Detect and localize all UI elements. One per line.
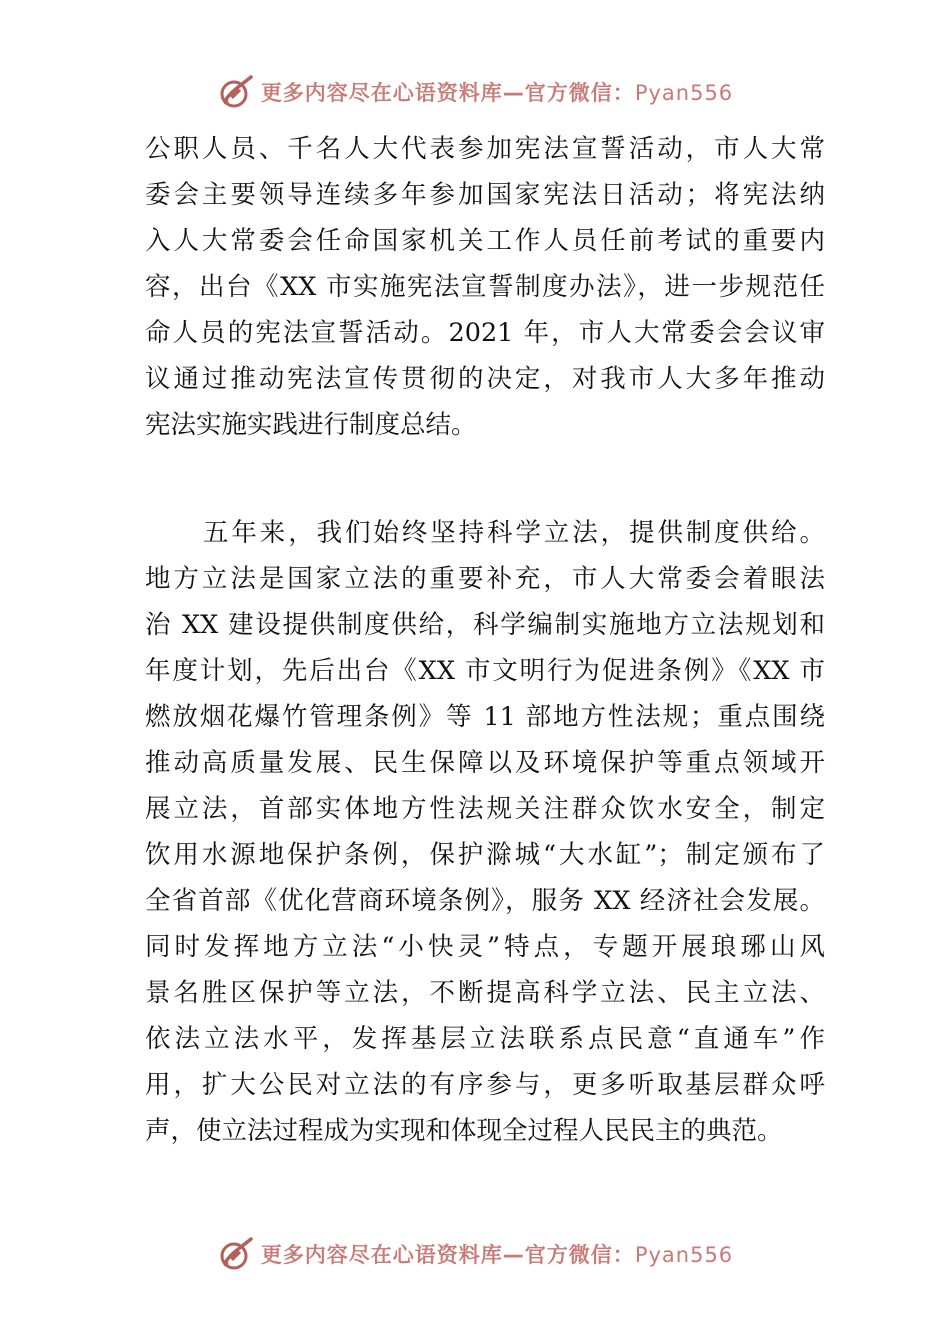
text-line: 推动高质量发展、民生保障以及环境保护等重点领域开 (145, 748, 825, 778)
brush-logo-icon (217, 73, 255, 111)
paragraph-1 (145, 126, 825, 448)
paragraph-2 (145, 510, 825, 1154)
text-line: 燃放烟花爆竹管理条例》等 11 部地方性法规；重点围绕 (145, 702, 825, 732)
wechat-id: Pyan556 (634, 81, 734, 105)
text-line: 用，扩大公民对立法的有序参与，更多听取基层群众呼 (145, 1070, 825, 1100)
text-line: 声，使立法过程成为实现和体现全过程人民民主的典范。 (145, 1116, 783, 1146)
text-line: 治 XX 建设提供制度供给，科学编制实施地方立法规划和 (145, 610, 825, 640)
text-line: 命人员的宪法宣誓活动。2021 年，市人大常委会会议审 (145, 318, 825, 348)
text-line: 全省首部《优化营商环境条例》，服务 XX 经济社会发展。 (145, 886, 825, 916)
header-banner (0, 70, 950, 114)
text-line: 景名胜区保护等立法，不断提高科学立法、民主立法、 (145, 978, 825, 1008)
text-line: 公职人员、千名人大代表参加宪法宣誓活动，市人大常 (145, 134, 825, 164)
banner-text: 更多内容尽在心语资料库—官方微信：Pyan556 (260, 1243, 734, 1267)
text-line: 议通过推动宪法宣传贯彻的决定，对我市人大多年推动 (145, 364, 825, 394)
text-line: 饮用水源地保护条例，保护滁城“大水缸”；制定颁布了 (145, 840, 825, 870)
text-line: 委会主要领导连续多年参加国家宪法日活动；将宪法纳 (145, 180, 825, 210)
text-line: 同时发挥地方立法“小快灵”特点，专题开展琅琊山风 (145, 932, 825, 962)
text-line: 五年来，我们始终坚持科学立法，提供制度供给。 (203, 518, 825, 548)
text-line: 依法立法水平，发挥基层立法联系点民意“直通车”作 (145, 1024, 825, 1054)
text-line: 宪法实施实践进行制度总结。 (145, 410, 477, 440)
document-body (145, 126, 825, 1154)
brush-logo-icon (217, 1235, 255, 1273)
text-line: 展立法，首部实体地方性法规关注群众饮水安全，制定 (145, 794, 825, 824)
text-line: 年度计划，先后出台《XX 市文明行为促进条例》《XX 市 (145, 656, 825, 686)
text-line: 地方立法是国家立法的重要补充，市人大常委会着眼法 (145, 564, 825, 594)
text-line: 容，出台《XX 市实施宪法宣誓制度办法》，进一步规范任 (145, 272, 825, 302)
wechat-id: Pyan556 (634, 1243, 734, 1267)
paragraph-gap (145, 448, 825, 510)
text-line: 入人大常委会任命国家机关工作人员任前考试的重要内 (145, 226, 825, 256)
banner-text: 更多内容尽在心语资料库—官方微信：Pyan556 (260, 81, 734, 105)
footer-banner (0, 1232, 950, 1276)
